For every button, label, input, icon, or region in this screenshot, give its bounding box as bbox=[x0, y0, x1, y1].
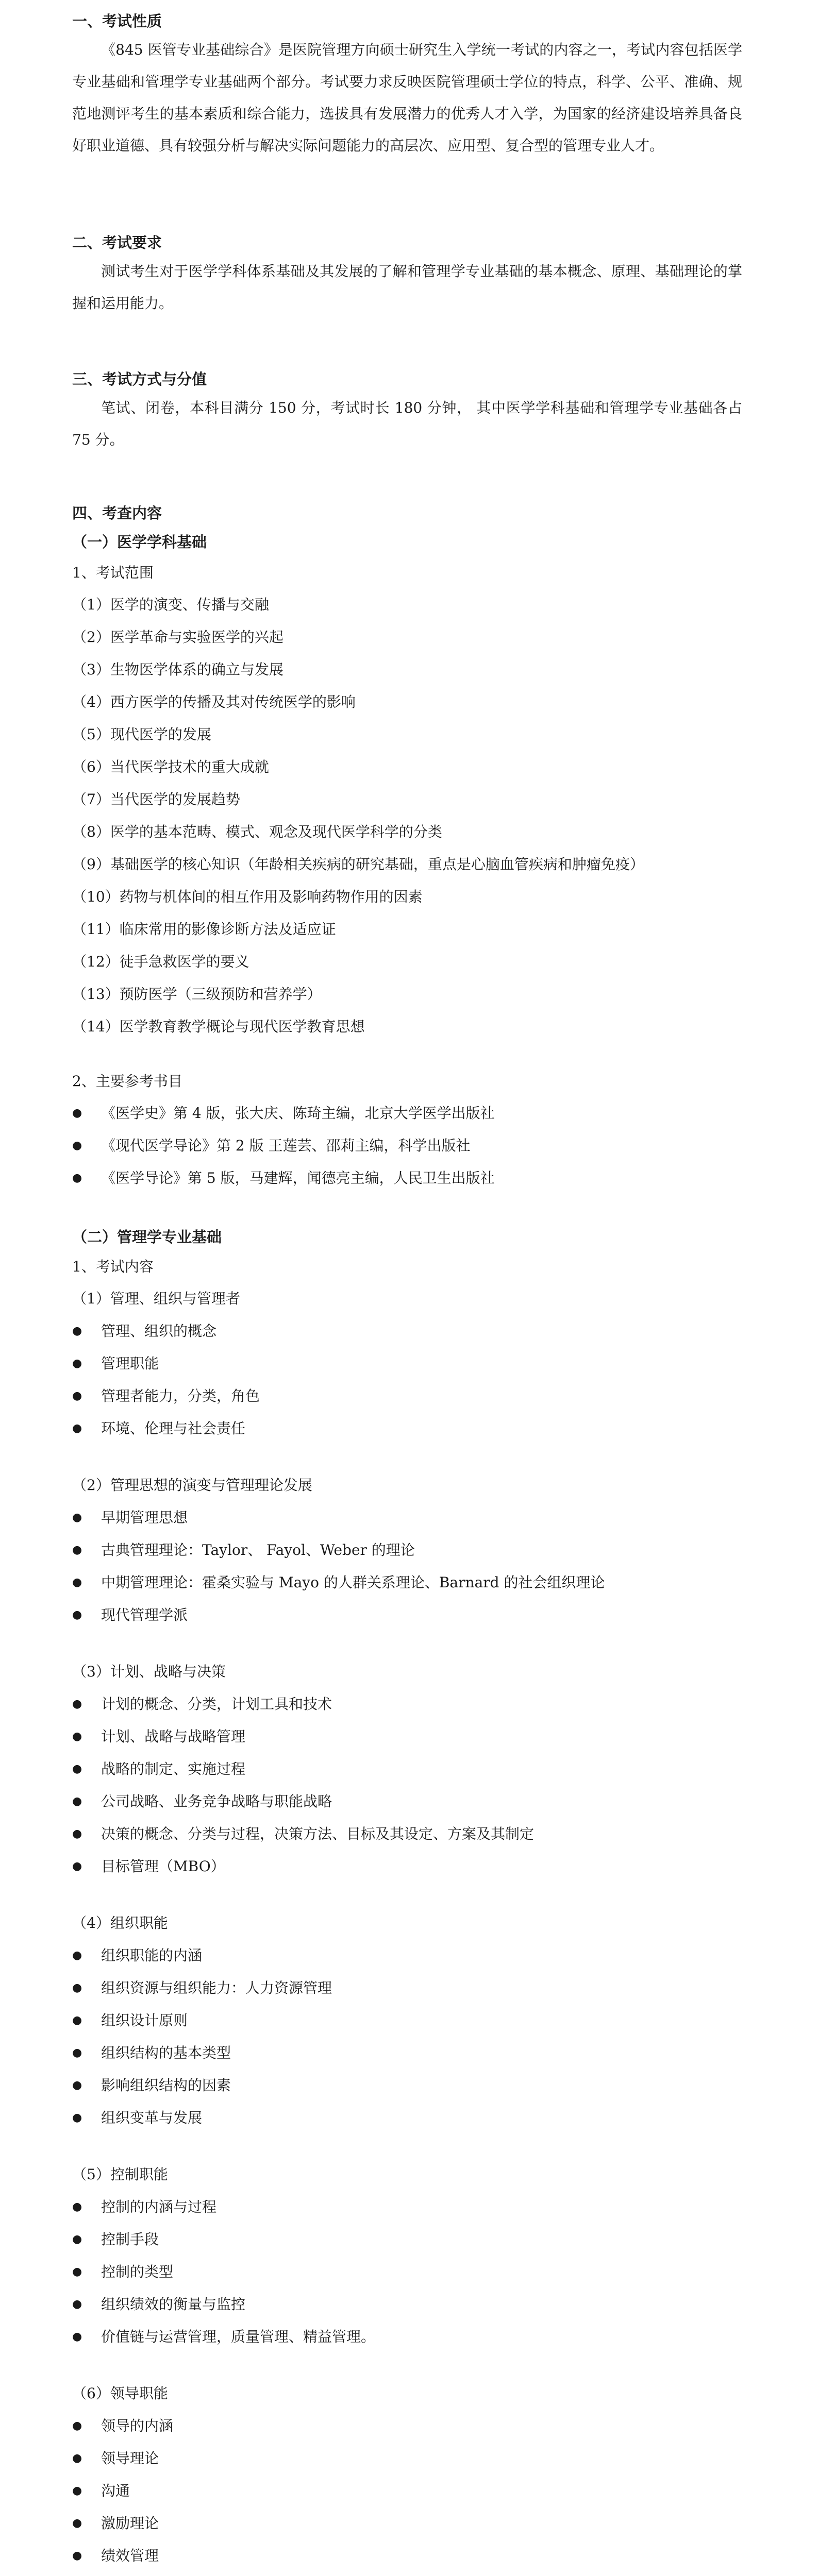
book-item bbox=[72, 1103, 742, 1124]
topic-group-title: （6）领导职能 bbox=[72, 2385, 168, 2402]
books-label: 2、主要参考书目 bbox=[72, 1073, 182, 1090]
section-paragraph: 笔试、闭卷，本科目满分 150 分，考试时长 180 分钟， 其中医学学科基础和管理学专业基础各占 75 分。 bbox=[72, 399, 742, 448]
list-item-text: 早期管理思想 bbox=[101, 1509, 188, 1526]
bullet-icon: ● bbox=[72, 1422, 82, 1435]
list-item-text: 环境、伦理与社会责任 bbox=[101, 1420, 246, 1437]
book-item bbox=[72, 1167, 742, 1189]
bullet-icon: ● bbox=[72, 1860, 82, 1873]
topic-item bbox=[72, 1539, 742, 1561]
medicine-book-list bbox=[72, 1103, 742, 1189]
bullet-icon: ● bbox=[72, 2046, 82, 2059]
bullet-icon: ● bbox=[72, 2265, 82, 2278]
topic-item: （10）药物与机体间的相互作用及影响药物作用的因素 bbox=[72, 888, 423, 905]
list-item-text: 组织绩效的衡量与监控 bbox=[101, 2296, 246, 2313]
topic-group bbox=[72, 1912, 742, 2129]
list-item-text: 管理、组织的概念 bbox=[101, 1323, 217, 1340]
list-item-text: 价值链与运营管理，质量管理、精益管理。 bbox=[101, 2328, 376, 2345]
topic-item bbox=[72, 1572, 742, 1594]
topic-group-title: （3）计划、战略与决策 bbox=[72, 1663, 226, 1680]
topic-item: （11）临床常用的影像诊断方法及适应证 bbox=[72, 921, 336, 938]
medicine-topic-list bbox=[72, 594, 742, 1038]
part-heading-management: （二）管理学专业基础 bbox=[72, 1228, 222, 1246]
topic-item: （3）生物医学体系的确立与发展 bbox=[72, 661, 283, 678]
bullet-icon: ● bbox=[72, 1139, 82, 1152]
bullet-icon: ● bbox=[72, 2517, 82, 2530]
bullet-icon: ● bbox=[72, 2549, 82, 2562]
topic-item bbox=[72, 2415, 742, 2437]
bullet-icon: ● bbox=[72, 1698, 82, 1710]
topic-item: （7）当代医学的发展趋势 bbox=[72, 791, 240, 808]
list-item-text: 领导理论 bbox=[101, 2450, 159, 2467]
section-exam-format bbox=[72, 368, 742, 456]
bullet-icon: ● bbox=[72, 2233, 82, 2246]
topic-item bbox=[72, 2196, 742, 2218]
topic-item bbox=[72, 1758, 742, 1780]
bullet-icon: ● bbox=[72, 1544, 82, 1556]
section-title: 三、考试方式与分值 bbox=[72, 370, 207, 388]
section-title: 一、考试性质 bbox=[72, 12, 162, 30]
list-item-text: 组织变革与发展 bbox=[101, 2109, 203, 2126]
bullet-icon: ● bbox=[72, 2079, 82, 2092]
topic-group bbox=[72, 1661, 742, 1877]
bullet-icon: ● bbox=[72, 2484, 82, 2497]
list-item-text: 管理职能 bbox=[101, 1355, 159, 1372]
topic-item bbox=[72, 2010, 742, 2031]
book-item bbox=[72, 1135, 742, 1157]
list-item-text: 中期管理理论：霍桑实验与 Mayo 的人群关系理论、Barnard 的社会组织理论 bbox=[101, 1574, 605, 1591]
topic-item bbox=[72, 1353, 742, 1375]
list-item-text: 现代管理学派 bbox=[101, 1606, 188, 1623]
bullet-icon: ● bbox=[72, 2330, 82, 2343]
list-item-text: 控制手段 bbox=[101, 2231, 159, 2248]
bullet-icon: ● bbox=[72, 2111, 82, 2124]
topic-group bbox=[72, 1288, 742, 1439]
topic-item bbox=[72, 2326, 742, 2348]
list-item-text: 沟通 bbox=[101, 2482, 130, 2499]
topic-item: （9）基础医学的核心知识（年龄相关疾病的研究基础，重点是心脑血管疾病和肿瘤免疫） bbox=[72, 856, 644, 873]
topic-item: （4）西方医学的传播及其对传统医学的影响 bbox=[72, 693, 356, 710]
topic-group bbox=[72, 2164, 742, 2348]
list-item-text: 古典管理理论：Taylor、 Fayol、Weber 的理论 bbox=[101, 1541, 415, 1558]
bullet-icon: ● bbox=[72, 2298, 82, 2311]
bullet-icon: ● bbox=[72, 1511, 82, 1524]
list-item-text: 组织结构的基本类型 bbox=[101, 2044, 231, 2061]
bullet-icon: ● bbox=[72, 1357, 82, 1370]
list-item-text: 组织资源与组织能力：人力资源管理 bbox=[101, 1979, 332, 1996]
topic-group-title: （2）管理思想的演变与管理理论发展 bbox=[72, 1477, 312, 1494]
topic-item bbox=[72, 1693, 742, 1715]
scope-label: 1、考试内容 bbox=[72, 1258, 154, 1275]
list-item-text: 计划的概念、分类，计划工具和技术 bbox=[101, 1696, 332, 1713]
topic-item bbox=[72, 1418, 742, 1439]
topic-item bbox=[72, 2107, 742, 2129]
section-requirements bbox=[72, 232, 742, 319]
topic-item: （12）徒手急救医学的要义 bbox=[72, 953, 249, 970]
list-item-text: 影响组织结构的因素 bbox=[101, 2077, 231, 2094]
bullet-icon: ● bbox=[72, 2419, 82, 2432]
list-item-text: 《医学导论》第 5 版，马建辉，闻德亮主编，人民卫生出版社 bbox=[101, 1170, 495, 1187]
bullet-icon: ● bbox=[72, 1608, 82, 1621]
list-item-text: 组织职能的内涵 bbox=[101, 1947, 203, 1964]
list-item-text: 组织设计原则 bbox=[101, 2012, 188, 2029]
list-item-text: 《医学史》第 4 版，张大庆、陈琦主编，北京大学医学出版社 bbox=[101, 1105, 495, 1122]
scope-label: 1、考试范围 bbox=[72, 564, 154, 581]
topic-item bbox=[72, 2075, 742, 2096]
topic-item bbox=[72, 2261, 742, 2283]
list-item-text: 目标管理（MBO） bbox=[101, 1858, 225, 1875]
topic-item bbox=[72, 2545, 742, 2567]
topic-item bbox=[72, 2042, 742, 2064]
topic-item bbox=[72, 1320, 742, 1342]
section-nature bbox=[72, 10, 742, 162]
topic-item bbox=[72, 1507, 742, 1529]
topic-item bbox=[72, 2229, 742, 2250]
topic-item bbox=[72, 1823, 742, 1845]
bullet-icon: ● bbox=[72, 1172, 82, 1184]
bullet-icon: ● bbox=[72, 1795, 82, 1808]
topic-item: （14）医学教育教学概论与现代医学教育思想 bbox=[72, 1018, 365, 1035]
topic-item bbox=[72, 1977, 742, 1999]
list-item-text: 计划、战略与战略管理 bbox=[101, 1728, 246, 1745]
topic-item: （1）医学的演变、传播与交融 bbox=[72, 596, 269, 613]
list-item-text: 决策的概念、分类与过程，决策方法、目标及其设定、方案及其制定 bbox=[101, 1825, 535, 1842]
section-content bbox=[72, 502, 742, 2576]
topic-group-title: （4）组织职能 bbox=[72, 1914, 168, 1931]
management-topic-groups bbox=[72, 1288, 742, 2576]
topic-group-title: （1）管理、组织与管理者 bbox=[72, 1290, 240, 1307]
topic-item: （13）预防医学（三级预防和营养学） bbox=[72, 986, 322, 1003]
part-heading-medicine: （一）医学学科基础 bbox=[72, 533, 207, 551]
list-item-text: 绩效管理 bbox=[101, 2547, 159, 2564]
topic-item bbox=[72, 1945, 742, 1967]
list-item-text: 《现代医学导论》第 2 版 王莲芸、邵莉主编，科学出版社 bbox=[101, 1137, 471, 1154]
list-item-text: 领导的内涵 bbox=[101, 2417, 174, 2434]
topic-item bbox=[72, 1791, 742, 1812]
list-item-text: 控制的内涵与过程 bbox=[101, 2198, 217, 2215]
section-paragraph: 《845 医管专业基础综合》是医院管理方向硕士研究生入学统一考试的内容之一，考试内容包括医学专业基础和管理学专业基础两个部分。考试要力求反映医院管理硕士学位的特点，科学、公平、准确、规范地测评考生的基本素质和综合能力，选拔具有发展潜力的优秀人才入学，为国家的经济建设培养具备良好职业道德、具有较强分析与解决实际问题能力的高层次、应用型、复合型的管理专业人才。 bbox=[72, 41, 742, 154]
bullet-icon: ● bbox=[72, 1107, 82, 1120]
list-item-text: 控制的类型 bbox=[101, 2263, 174, 2280]
topic-item bbox=[72, 1604, 742, 1626]
bullet-icon: ● bbox=[72, 2452, 82, 2465]
section-title: 四、考查内容 bbox=[72, 504, 162, 522]
topic-item: （6）当代医学技术的重大成就 bbox=[72, 758, 269, 775]
topic-item bbox=[72, 1856, 742, 1877]
topic-item bbox=[72, 2480, 742, 2502]
bullet-icon: ● bbox=[72, 1730, 82, 1743]
topic-group bbox=[72, 2383, 742, 2567]
topic-item: （8）医学的基本范畴、模式、观念及现代医学科学的分类 bbox=[72, 823, 442, 840]
topic-item bbox=[72, 2448, 742, 2469]
topic-item bbox=[72, 1726, 742, 1748]
section-paragraph: 测试考生对于医学学科体系基础及其发展的了解和管理学专业基础的基本概念、原理、基础理论的掌握和运用能力。 bbox=[72, 263, 742, 312]
list-item-text: 激励理论 bbox=[101, 2515, 159, 2532]
bullet-icon: ● bbox=[72, 1949, 82, 1962]
list-item-text: 管理者能力，分类，角色 bbox=[101, 1387, 260, 1404]
topic-item bbox=[72, 2294, 742, 2315]
section-title: 二、考试要求 bbox=[72, 234, 162, 251]
topic-group bbox=[72, 1475, 742, 1626]
topic-group-title: （5）控制职能 bbox=[72, 2166, 168, 2183]
bullet-icon: ● bbox=[72, 1576, 82, 1589]
topic-item bbox=[72, 1385, 742, 1407]
bullet-icon: ● bbox=[72, 2014, 82, 2027]
bullet-icon: ● bbox=[72, 1981, 82, 1994]
bullet-icon: ● bbox=[72, 1827, 82, 1840]
list-item-text: 公司战略、业务竞争战略与职能战略 bbox=[101, 1793, 332, 1810]
topic-item: （2）医学革命与实验医学的兴起 bbox=[72, 629, 283, 646]
bullet-icon: ● bbox=[72, 1762, 82, 1775]
bullet-icon: ● bbox=[72, 2200, 82, 2213]
bullet-icon: ● bbox=[72, 1325, 82, 1337]
bullet-icon: ● bbox=[72, 1389, 82, 1402]
topic-item: （5）现代医学的发展 bbox=[72, 726, 211, 743]
topic-item bbox=[72, 2513, 742, 2534]
list-item-text: 战略的制定、实施过程 bbox=[101, 1760, 246, 1777]
